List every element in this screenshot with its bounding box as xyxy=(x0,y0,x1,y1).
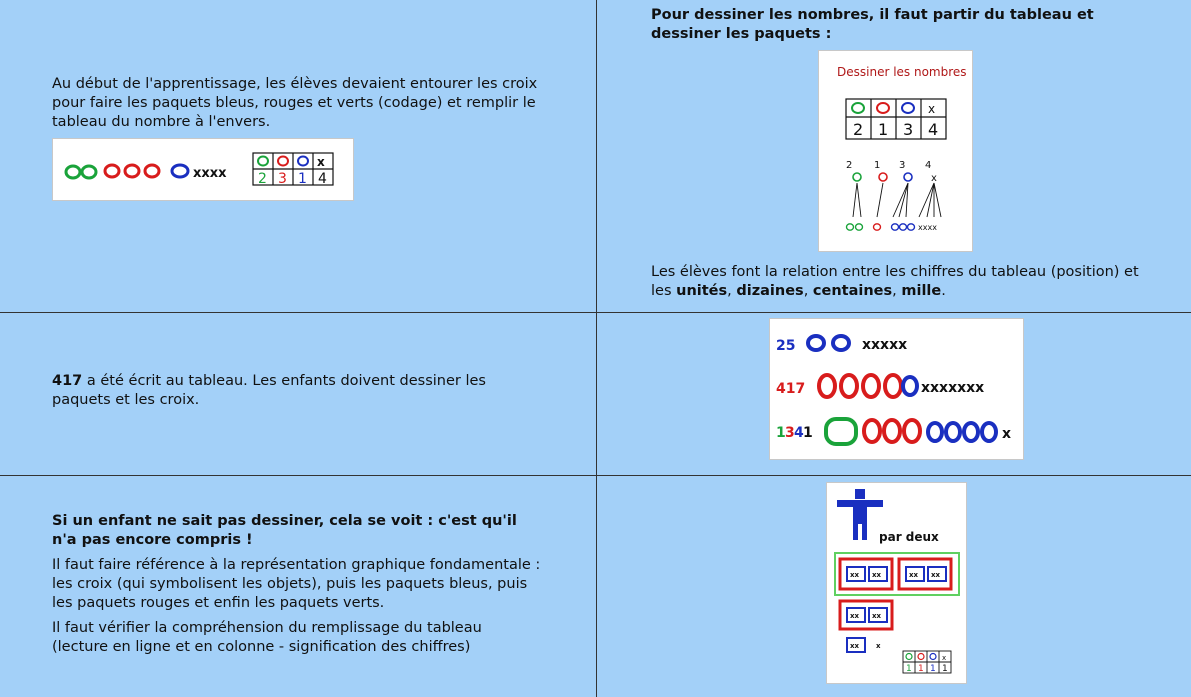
number-table xyxy=(253,153,333,187)
table-digit: 2 xyxy=(258,171,267,187)
arrows xyxy=(853,183,941,217)
cross-pair: xx xyxy=(872,612,882,620)
image-title: Dessiner les nombres xyxy=(837,65,967,79)
row3-heading: Si un enfant ne sait pas dessiner, cela se voit : c'est qu'il n'a pas encore compris ! xyxy=(52,513,517,548)
blue-loop xyxy=(172,165,188,177)
red-loop xyxy=(105,165,119,177)
number-label: 417 xyxy=(776,381,806,397)
row-divider-1 xyxy=(0,312,1191,313)
figure-icon xyxy=(837,489,883,540)
single-cross: x xyxy=(876,642,881,650)
count-label: 1 xyxy=(874,160,881,171)
grouping-drawing xyxy=(827,483,966,683)
table-digit: 1 xyxy=(906,664,912,674)
red-loop xyxy=(125,165,139,177)
cross-pair: xx xyxy=(931,571,941,579)
draw-numbers-image xyxy=(818,50,973,252)
cross-pair: xx xyxy=(850,612,860,620)
number-table xyxy=(846,99,946,139)
number-digit: 3 xyxy=(785,425,795,441)
count-label: 3 xyxy=(899,160,906,171)
cross-pair: xx xyxy=(872,571,882,579)
svg-text:x: x xyxy=(942,654,947,662)
table-digit: 1 xyxy=(878,120,889,139)
number-digit: 1 xyxy=(776,425,786,441)
crosses-text: xxxxxxx xyxy=(921,380,985,396)
row1-left-text: Au début de l'apprentissage, les élèves devaient entourer les croix pour faire les paquets bleus, rouges et verts (codage) et remplir le tableau du nombre à l'envers. xyxy=(52,76,538,130)
number-label: 25 xyxy=(776,338,796,354)
count-label: 2 xyxy=(846,160,853,171)
svg-text:x: x xyxy=(317,155,325,169)
table-digit: 3 xyxy=(903,120,914,139)
number-digit: 4 xyxy=(794,425,804,441)
row1-right-heading: Pour dessiner les nombres, il faut partir du tableau et dessiner les paquets : xyxy=(651,7,1094,42)
table-digit: 1 xyxy=(918,664,924,674)
draw-numbers-drawing xyxy=(819,51,972,251)
green-loop xyxy=(66,166,80,178)
cross-pair: xx xyxy=(850,642,860,650)
table-digit: 1 xyxy=(942,664,948,674)
image-caption: par deux xyxy=(879,530,939,544)
svg-text:x: x xyxy=(931,173,937,184)
coding-example-image xyxy=(52,138,354,201)
coding-example-drawing xyxy=(53,139,353,200)
table-digit: 1 xyxy=(930,664,936,674)
svg-text:x: x xyxy=(928,102,936,116)
row2-left-text: 417 a été écrit au tableau. Les enfants doivent dessiner les paquets et les croix. xyxy=(52,373,486,408)
number-table xyxy=(903,651,951,674)
row3-left-text xyxy=(52,512,542,657)
number-drawings-image xyxy=(769,318,1024,460)
red-loop xyxy=(145,165,159,177)
table-digit: 4 xyxy=(318,171,327,187)
table-digit: 1 xyxy=(298,171,307,187)
row3-paragraph-1: Il faut faire référence à la représentation graphique fondamentale : les croix (qui symbolisent les objets), puis les paquets bleus, puis les paquets rouges et enfin les paquets verts. xyxy=(52,557,541,611)
column-divider xyxy=(596,0,597,697)
crosses-text: x xyxy=(1002,426,1012,442)
table-digit: 2 xyxy=(853,120,864,139)
number-drawings xyxy=(770,319,1023,459)
row3-paragraph-2: Il faut vérifier la compréhension du remplissage du tableau (lecture en ligne et en colonne - signification des chiffres) xyxy=(52,620,482,655)
cross-pair: xx xyxy=(909,571,919,579)
grouping-by-two-image xyxy=(826,482,967,684)
cross-pair: xx xyxy=(850,571,860,579)
crosses-text: xxxx xyxy=(193,166,227,181)
crosses-text: xxxx xyxy=(918,223,937,232)
number-digit: 1 xyxy=(803,425,813,441)
row1-right-text: Les élèves font la relation entre les chiffres du tableau (position) et les unités, dizaines, centaines, mille. xyxy=(651,264,1139,299)
table-digit: 3 xyxy=(278,171,287,187)
green-loop xyxy=(82,166,96,178)
crosses-text: xxxxx xyxy=(862,337,908,353)
table-digit: 4 xyxy=(928,120,939,139)
count-label: 4 xyxy=(925,160,932,171)
row-divider-2 xyxy=(0,475,1191,476)
